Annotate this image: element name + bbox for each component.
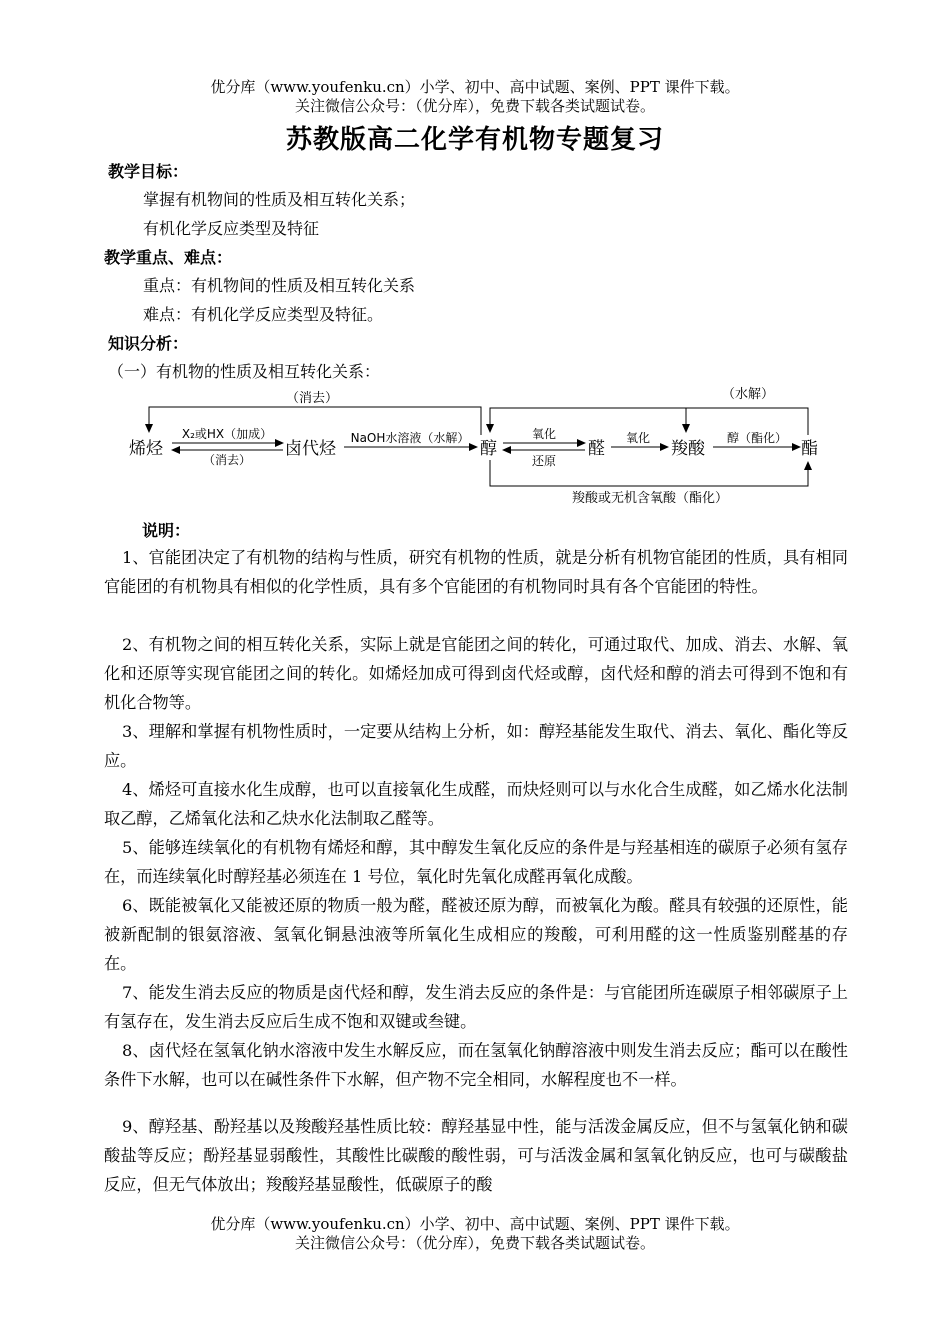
elim-top-label: （消去） xyxy=(285,391,339,406)
node-ester: 酯 xyxy=(801,439,818,459)
footer-line-1: 优分库（www.youfenku.cn）小学、初中、高中试题、案例、PPT 课件下载。 xyxy=(210,1215,740,1233)
note-paragraph-1: 1、官能团决定了有机物的结构与性质，研究有机物的性质，就是分析有机物官能团的性质，具有相同官能团的有机物具有相似的化学性质，具有多个官能团的有机物同时具有各个官能团的特性。 xyxy=(104,548,848,596)
keypoint-item-2: 难点：有机化学反应类型及特征。 xyxy=(143,305,384,324)
oxidation-label-1: 氧化 xyxy=(531,427,557,441)
goals-heading: 教学目标： xyxy=(108,162,189,181)
header-line-2: 关注微信公众号：（优分库），免费下载各类试题试卷。 xyxy=(294,97,655,115)
elim-lower-label: （消去） xyxy=(202,453,252,467)
note-paragraph-3: 3、理解和掌握有机物性质时，一定要从结构上分析，如：醇羟基能发生取代、消去、氧化、酯化等反应。 xyxy=(104,722,848,770)
node-alkene: 烯烃 xyxy=(129,439,163,459)
node-alcohol: 醇 xyxy=(480,439,497,459)
reduction-label: 还原 xyxy=(531,454,557,468)
goal-item-2: 有机化学反应类型及特征 xyxy=(143,219,320,238)
note-paragraph-7: 7、能发生消去反应的物质是卤代烃和醇，发生消去反应的条件是：与官能团所连碳原子相邻碳原子上有氢存在，发生消去反应后生成不饱和双键或叁键。 xyxy=(104,983,848,1031)
node-aldehyde: 醛 xyxy=(588,439,605,459)
alcohol-esterify-label: 醇（酯化） xyxy=(726,431,788,445)
notes-heading: 说明： xyxy=(142,521,191,540)
page-footer xyxy=(0,1215,950,1253)
header-line-1: 优分库（www.youfenku.cn）小学、初中、高中试题、案例、PPT 课件下载。 xyxy=(210,78,740,96)
footer-line-2: 关注微信公众号：（优分库），免费下载各类试题试卷。 xyxy=(294,1234,655,1252)
naoh-label: NaOH水溶液（水解） xyxy=(350,431,470,445)
hydrolysis-label: （水解） xyxy=(721,387,775,402)
node-acid: 羧酸 xyxy=(671,439,705,459)
node-haloalkane: 卤代烃 xyxy=(285,439,336,459)
analysis-heading: 知识分析： xyxy=(108,334,189,353)
page-header xyxy=(0,78,950,116)
keypoints-heading: 教学重点、难点： xyxy=(104,248,233,267)
note-paragraph-9: 9、醇羟基、酚羟基以及羧酸羟基性质比较：醇羟基显中性，能与活泼金属反应，但不与氢氧化钠和碳酸盐等反应；酚羟基显弱酸性，其酸性比碳酸的酸性弱，可与活泼金属和氢氧化钠反应，也可与碳酸盐反应，但无气体放出；羧酸羟基显酸性，低碳原子的酸 xyxy=(104,1117,848,1194)
addition-label: X₂或HX（加成） xyxy=(181,427,273,441)
note-paragraph-6: 6、既能被氧化又能被还原的物质一般为醛，醛被还原为醇，而被氧化为酸。醛具有较强的还原性，能被新配制的银氨溶液、氢氧化铜悬浊液等所氧化生成相应的羧酸，可利用醛的这一性质鉴别醛基的存在。 xyxy=(104,896,848,973)
document-title: 苏教版高二化学有机物专题复习 xyxy=(285,125,664,155)
oxidation-label-2: 氧化 xyxy=(625,431,651,445)
note-paragraph-2: 2、有机物之间的相互转化关系，实际上就是官能团之间的转化，可通过取代、加成、消去、水解、氧化和还原等实现官能团之间的转化。如烯烃加成可得到卤代烃或醇，卤代烃和醇的消去可得到不饱和有机化合物等。 xyxy=(104,635,848,712)
goal-item-1: 掌握有机物间的性质及相互转化关系； xyxy=(143,190,416,209)
keypoint-item-1: 重点：有机物间的性质及相互转化关系 xyxy=(143,276,416,295)
note-paragraph-5: 5、能够连续氧化的有机物有烯烃和醇，其中醇发生氧化反应的条件是与羟基相连的碳原子必须有氢存在，而连续氧化时醇羟基必须连在 1 号位，氧化时先氧化成醛再氧化成酸。 xyxy=(104,838,848,886)
note-paragraph-4: 4、烯烃可直接水化生成醇，也可以直接氧化生成醛，而炔烃则可以与水化合生成醛，如乙烯水化法制取乙醇，乙烯氧化法和乙炔水化法制取乙醛等。 xyxy=(104,780,848,828)
note-paragraph-8: 8、卤代烃在氢氧化钠水溶液中发生水解反应，而在氢氧化钠醇溶液中则发生消去反应；酯可以在酸性条件下水解，也可以在碱性条件下水解，但产物不完全相同，水解程度也不一样。 xyxy=(104,1041,848,1089)
conversion-diagram xyxy=(0,380,950,512)
analysis-subheading: （一）有机物的性质及相互转化关系： xyxy=(108,362,381,381)
acid-esterify-label: 羧酸或无机含氧酸（酯化） xyxy=(571,491,729,506)
